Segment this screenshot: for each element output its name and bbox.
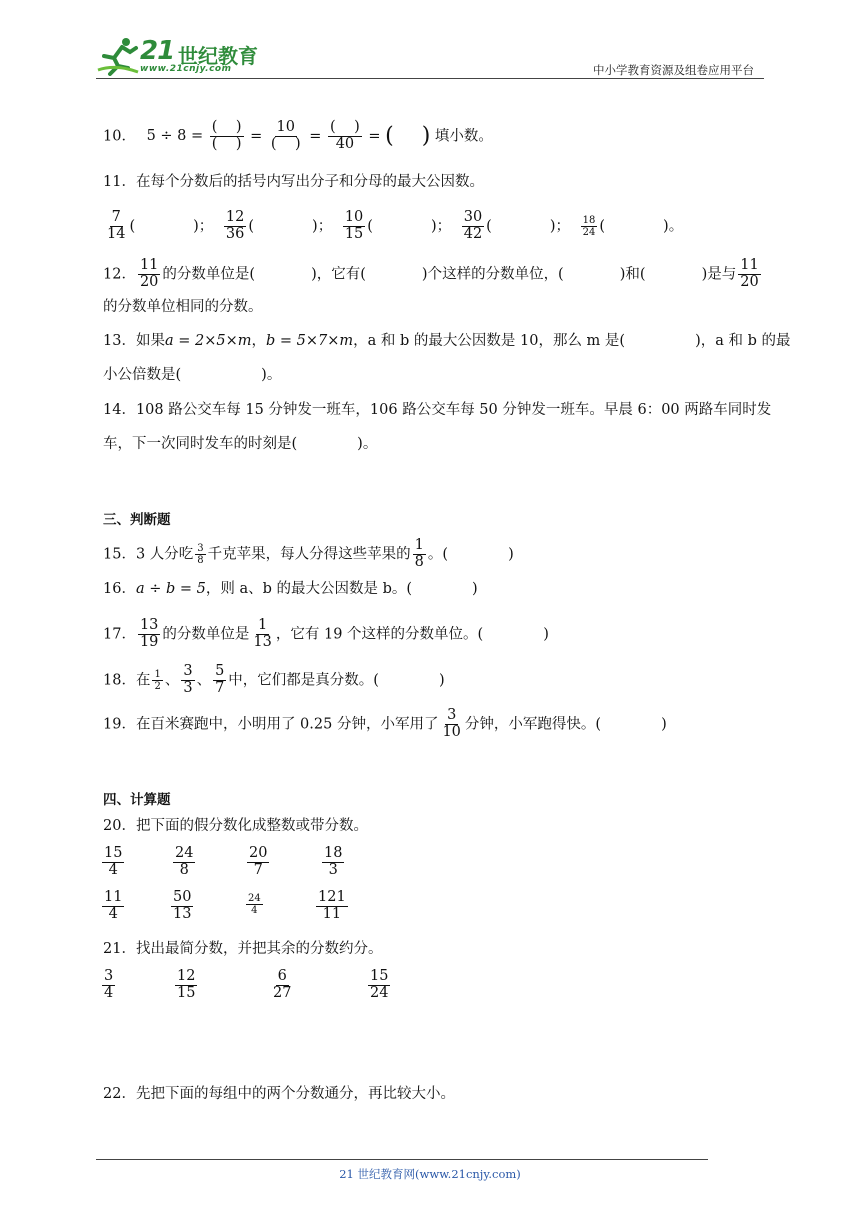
fraction-50-13: $\frac{50}{13}$ bbox=[173, 889, 192, 922]
brand-url: www.21cnjy.com bbox=[140, 64, 232, 74]
question-20-text: 20．把下面的假分数化成整数或带分数。 bbox=[103, 818, 368, 834]
fraction-20-7: $\frac{20}{7}$ bbox=[249, 845, 268, 878]
fraction-3-10: $\frac{3}{10}$ bbox=[442, 707, 461, 740]
question-14-line2: 车，下一次同时发车的时刻是( )。 bbox=[103, 436, 378, 452]
section-heading-calculation: 四、计算题 bbox=[103, 792, 171, 808]
fraction-1-2: $\frac{1}{2}$ bbox=[154, 668, 161, 692]
answer-blank[interactable]: ( ) bbox=[385, 123, 431, 149]
footer-link[interactable]: 21 世纪教育网(www.21cnjy.com) bbox=[339, 1167, 521, 1181]
question-11-fractions: $\frac{7}{14}$ ( )； $\frac{12}{36}$ ( )； $\frac{10}{15}$ ( )； $\frac{30}{42}$ ( )； $\frac{18}{24}$ ( )。 bbox=[107, 209, 684, 242]
question-18: 18．在 $\frac{1}{2}$ 、 $\frac{3}{3}$ 、 $\frac{5}{7}$ 中，它们都是真分数。( ) bbox=[103, 663, 445, 696]
fraction-12-36: $\frac{12}{36}$ bbox=[225, 209, 245, 242]
question-21-text: 21．找出最简分数，并把其余的分数约分。 bbox=[103, 941, 383, 957]
fraction-1-13: $\frac{1}{13}$ bbox=[253, 617, 272, 650]
brand-name: 世纪教育 bbox=[178, 44, 258, 68]
question-13-line2: 小公倍数是( )。 bbox=[103, 367, 282, 383]
runner-icon bbox=[96, 36, 140, 76]
question-12-line2: 的分数单位相同的分数。 bbox=[103, 299, 263, 315]
question-19: 19．在百米赛跑中，小明用了 0.25 分钟，小军用了 $\frac{3}{10}$ 分钟，小军跑得快。( ) bbox=[103, 707, 667, 740]
question-15: 15．3 人分吃 $\frac{3}{8}$ 千克苹果，每人分得这些苹果的 $\frac{1}{8}$ 。( ) bbox=[103, 537, 514, 570]
question-22-text: 22．先把下面的每组中的两个分数通分，再比较大小。 bbox=[103, 1086, 455, 1102]
header-divider bbox=[96, 78, 764, 79]
question-14-line1: 14．108 路公交车每 15 分钟发一班车，106 路公交车每 50 分钟发一班车。早晨 6：00 两路车同时发 bbox=[103, 402, 772, 418]
fraction-5-7: $\frac{5}{7}$ bbox=[215, 663, 225, 696]
fraction-11-20-b: $\frac{11}{20}$ bbox=[740, 257, 759, 290]
fraction-3-3: $\frac{3}{3}$ bbox=[183, 663, 193, 696]
header-tagline: 中小学教育资源及组卷应用平台 bbox=[593, 63, 754, 77]
fraction-30-42: $\frac{30}{42}$ bbox=[463, 209, 483, 242]
footer-divider bbox=[96, 1159, 708, 1160]
fraction-18-3: $\frac{18}{3}$ bbox=[324, 845, 343, 878]
site-logo bbox=[96, 36, 266, 80]
fraction-6-27: $\frac{6}{27}$ bbox=[273, 968, 292, 1001]
section-heading-judgment: 三、判断题 bbox=[103, 512, 171, 528]
fraction-18-24: $\frac{18}{24}$ bbox=[582, 214, 596, 238]
fraction-11-4: $\frac{11}{4}$ bbox=[104, 889, 123, 922]
question-number: 10． bbox=[103, 128, 136, 145]
blank-fraction: $\frac{( )}{( )}$ bbox=[211, 119, 242, 152]
fraction-7-14: $\frac{7}{14}$ bbox=[107, 209, 126, 242]
fraction-13-19: $\frac{13}{19}$ bbox=[139, 617, 159, 650]
fraction-12-15: $\frac{12}{15}$ bbox=[177, 968, 196, 1001]
fraction-11-20: $\frac{11}{20}$ bbox=[139, 257, 159, 290]
question-13: 13．如果a = 2×5×m，b = 5×7×m，a 和 b 的最大公因数是 10，那么 m 是( )，a 和 b 的最 bbox=[103, 333, 791, 349]
question-16: 16．a ÷ b = 5，则 a、b 的最大公因数是 b。( ) bbox=[103, 581, 478, 597]
brand-number: 21 bbox=[140, 36, 175, 66]
fraction-1-8: $\frac{1}{8}$ bbox=[414, 537, 424, 570]
fraction-3-8: $\frac{3}{8}$ bbox=[197, 542, 204, 566]
question-12: 12． $\frac{11}{20}$ 的分数单位是( )，它有( )个这样的分数单位，( )和( )是与 $\frac{11}{20}$ bbox=[103, 257, 759, 290]
fraction-15-24: $\frac{15}{24}$ bbox=[370, 968, 389, 1001]
question-17: 17． $\frac{13}{19}$ 的分数单位是 $\frac{1}{13}$ ，它有 19 个这样的分数单位。( ) bbox=[103, 617, 549, 650]
fraction-3-4: $\frac{3}{4}$ bbox=[104, 968, 114, 1001]
question-11-text: 11．在每个分数后的括号内写出分子和分母的最大公因数。 bbox=[103, 174, 484, 190]
fraction-blank-over-40: $\frac{( )}{40}$ bbox=[330, 119, 360, 152]
question-10: 10． 5 ÷ 8 = $\frac{( )}{( )}$ = $\frac{10}{( )}$ = $\frac{( )}{40}$ = ( ) 填小数。 bbox=[103, 119, 493, 152]
fraction-10-15: $\frac{10}{15}$ bbox=[344, 209, 364, 242]
fraction-15-4: $\frac{15}{4}$ bbox=[104, 845, 123, 878]
fraction-24-4: $\frac{24}{4}$ bbox=[248, 893, 261, 916]
expr-5-div-8: 5 ÷ 8 = bbox=[146, 128, 204, 145]
fraction-24-8: $\frac{24}{8}$ bbox=[175, 845, 194, 878]
fraction-121-11: $\frac{121}{11}$ bbox=[318, 889, 346, 922]
fraction-10-over-blank: $\frac{10}{( )}$ bbox=[270, 119, 301, 152]
